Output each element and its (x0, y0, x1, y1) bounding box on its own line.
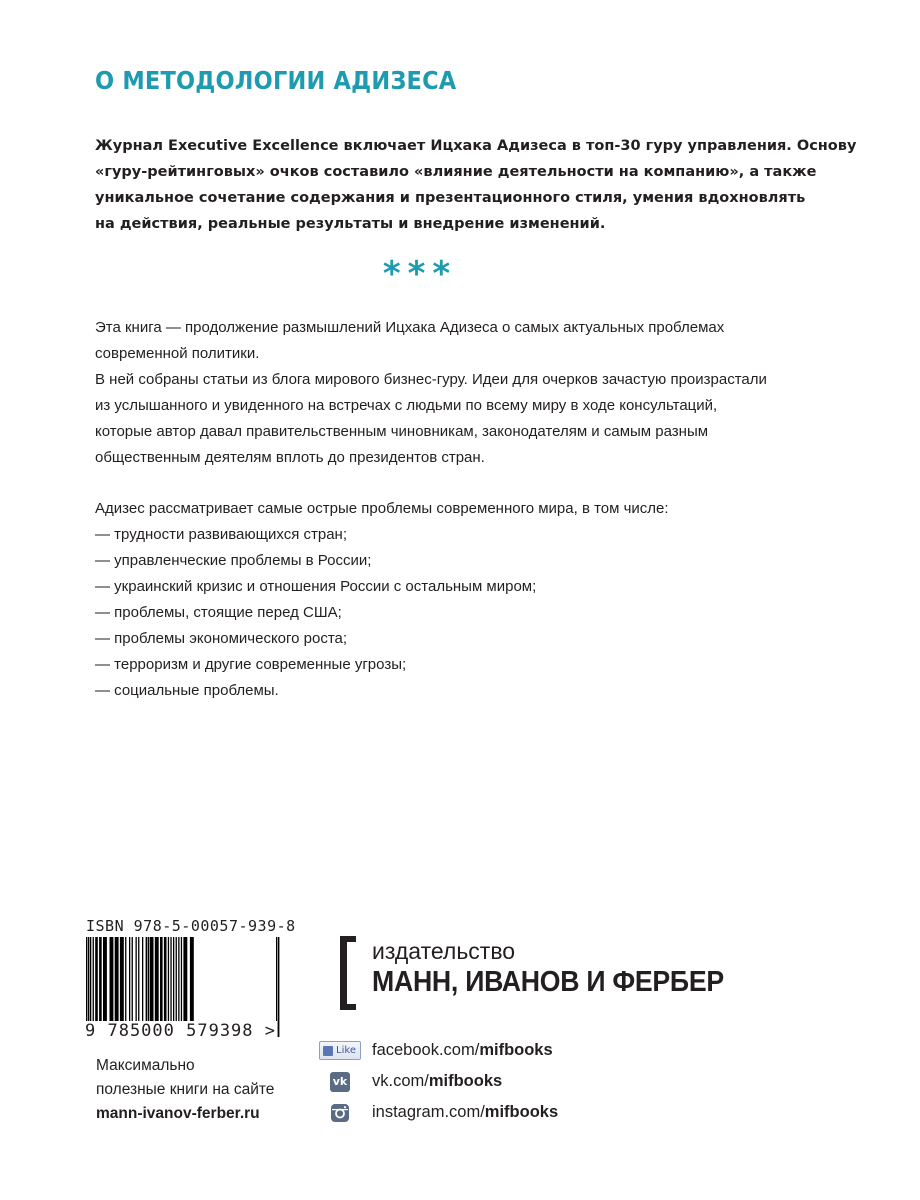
instagram-icon (316, 1103, 364, 1123)
problems-list (95, 496, 775, 704)
description-paragraph (95, 315, 775, 471)
body-line: общественным деятелям вплоть до президентов стран. (95, 449, 485, 466)
section-heading: О МЕТОДОЛОГИИ АДИЗЕСА (95, 66, 457, 95)
facebook-like-icon (316, 1041, 364, 1060)
social-facebook[interactable] (316, 1035, 558, 1066)
list-item: — трудности развивающихся стран; (95, 526, 347, 543)
intro-line: уникальное сочетание содержания и презентационного стиля, умения вдохновлять (95, 190, 806, 206)
list-item: — терроризм и другие современные угрозы; (95, 656, 407, 673)
list-item: — проблемы экономического роста; (95, 630, 348, 647)
instagram-link[interactable]: instagram.com/mifbooks (372, 1103, 559, 1121)
asterisk-separator: *** (382, 254, 458, 294)
list-item: — украинский кризис и отношения России с остальным миром; (95, 578, 537, 595)
publisher-name: МАНН, ИВАНОВ И ФЕРБЕР (372, 966, 724, 998)
social-links (316, 1035, 558, 1128)
vk-icon: vk (316, 1072, 364, 1092)
body-line: Эта книга — продолжение размышлений Ицхака Адизеса о самых актуальных проблемах (95, 319, 725, 336)
social-instagram[interactable] (316, 1097, 558, 1128)
social-vk[interactable] (316, 1066, 558, 1097)
vk-link[interactable]: vk.com/mifbooks (372, 1072, 503, 1090)
body-line: из услышанного и увиденного на встречах с людьми по всему миру в ходе консультаций, (95, 397, 718, 414)
list-item: — социальные проблемы. (95, 682, 279, 699)
website-note-line: полезные книги на сайте (96, 1081, 275, 1098)
website-note (96, 1054, 274, 1126)
intro-line: на действия, реальные результаты и внедрение изменений. (95, 216, 606, 232)
publisher-label: издательство (372, 938, 516, 964)
barcode-digits: 9 785000 579398 > (85, 1021, 276, 1041)
intro-line: «гуру-рейтинговых» очков составило «влияние деятельности на компанию», а также (95, 164, 817, 180)
website-url[interactable]: mann-ivanov-ferber.ru (96, 1105, 260, 1122)
body-line: которые автор давал правительственным чиновникам, законодателям и самым разным (95, 423, 709, 440)
body-line: В ней собраны статьи из блога мирового бизнес-гуру. Идеи для очерков зачастую произрастали (95, 371, 767, 388)
list-item: — проблемы, стоящие перед США; (95, 604, 342, 621)
list-item: — управленческие проблемы в России; (95, 552, 372, 569)
list-intro: Адизес рассматривает самые острые проблемы современного мира, в том числе: (95, 500, 669, 517)
body-line: современной политики. (95, 345, 260, 362)
like-badge-label: Like (336, 1045, 356, 1056)
isbn-number: ISBN 978-5-00057-939-8 (86, 917, 296, 935)
facebook-link[interactable]: facebook.com/mifbooks (372, 1041, 553, 1059)
website-note-line: Максимально (96, 1057, 195, 1074)
intro-line: Журнал Executive Excellence включает Ицхака Адизеса в топ-30 гуру управления. Основу (95, 138, 857, 154)
publisher-bracket-icon (340, 936, 356, 1010)
intro-paragraph (95, 133, 857, 237)
